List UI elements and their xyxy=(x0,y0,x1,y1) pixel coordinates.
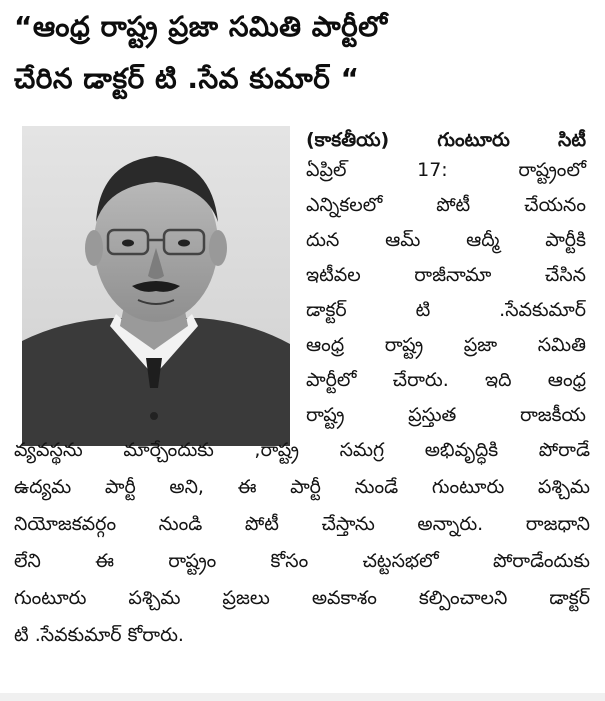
article-line: నియోజకవర్గం నుండి పోటీ చేస్తాను అన్నారు. రాజధాని xyxy=(14,513,590,535)
article-line: వ్యవస్థను మార్చేందుకు ,రాష్ట్ర సమగ్ర అభివృద్ధికి పోరాడే xyxy=(14,439,590,461)
article-dateline: (కాకతీయ) గుంటూరు సిటీ xyxy=(306,129,586,151)
article-line: డాక్టర్ టి .సేవకుమార్ xyxy=(306,299,586,321)
article-line: ఏప్రిల్ 17: రాష్ట్రంలో xyxy=(306,159,586,181)
portrait-photo xyxy=(22,126,290,446)
article-line: ఎన్నికలలో పోటీ చేయనం xyxy=(306,194,586,216)
article-line: ఇటీవల రాజీనామా చేసిన xyxy=(306,264,586,286)
article-line: లేని ఈ రాష్ట్రం కోసం చట్టసభలో పోరాడేందుకు xyxy=(14,550,590,572)
article-line-last: టి .సేవకుమార్ కోరారు. xyxy=(14,624,184,646)
portrait-illustration xyxy=(22,126,290,446)
article-line: ఉద్యమ పార్టీ అని, ఈ పార్టీ నుండే గుంటూరు పశ్చిమ xyxy=(14,476,590,498)
article-line: దున ఆమ్ ఆద్మీ పార్టీకి xyxy=(306,229,586,251)
article-line: గుంటూరు పశ్చిమ ప్రజలు అవకాశం కల్పించాలని డాక్టర్ xyxy=(14,587,590,609)
page-edge xyxy=(0,693,605,701)
article-line: రాష్ట్ర ప్రస్తుత రాజకీయ xyxy=(306,404,586,426)
article-line: ఆంధ్ర రాష్ట్ర ప్రజా సమితి xyxy=(306,334,586,356)
article-line: పార్టీలో చేరారు. ఇది ఆంధ్ర xyxy=(306,369,586,391)
headline-line-1: “ఆంధ్ర రాష్ట్ర ప్రజా సమితి పార్టీలో xyxy=(14,10,388,43)
headline-line-2: చేరిన డాక్టర్ టి .సేవ కుమార్ “ xyxy=(14,62,360,95)
